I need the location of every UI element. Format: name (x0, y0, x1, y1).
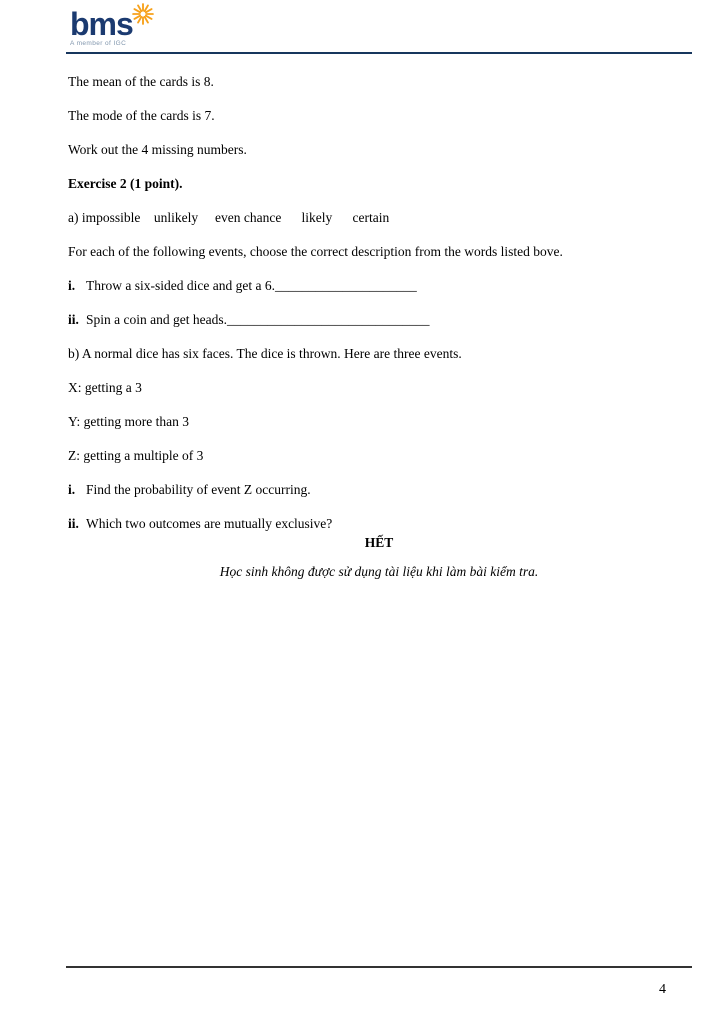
part-a-item-ii (68, 312, 690, 327)
item-text: Which two outcomes are mutually exclusive? (86, 516, 333, 531)
bms-logo (70, 6, 133, 47)
document-body (0, 54, 724, 579)
item-marker: ii. (68, 516, 79, 531)
item-marker: i. (68, 278, 76, 293)
logo-text: bms (70, 6, 133, 42)
instruction-line: For each of the following events, choose the correct description from the words listed bove. (68, 244, 563, 259)
part-a-item-i (68, 278, 690, 293)
sunburst-icon (132, 3, 154, 25)
work-out-statement: Work out the 4 missing numbers. (68, 142, 247, 157)
logo-tagline: A member of IGC (70, 40, 127, 47)
item-text: Find the probability of event Z occurring. (86, 482, 311, 497)
likelihood-options-line: a) impossible unlikely even chance likely certain (68, 210, 390, 225)
mode-statement: The mode of the cards is 7. (68, 108, 215, 123)
page-number: 4 (659, 982, 666, 997)
mean-statement: The mean of the cards is 8. (68, 74, 214, 89)
part-b-item-ii (68, 516, 690, 531)
item-marker: ii. (68, 312, 79, 327)
exercise-2-heading: Exercise 2 (1 point). (68, 176, 183, 191)
item-text: Spin a coin and get heads.______________________________ (86, 312, 430, 327)
item-text: Throw a six-sided dice and get a 6._____________________ (86, 278, 417, 293)
part-b-statement: b) A normal dice has six faces. The dice is thrown. Here are three events. (68, 346, 462, 361)
event-y: Y: getting more than 3 (68, 414, 189, 429)
item-marker: i. (68, 482, 76, 497)
exam-note: Học sinh không được sử dụng tài liệu khi làm bài kiểm tra. (219, 564, 539, 579)
page-header (0, 0, 724, 49)
event-x: X: getting a 3 (68, 380, 142, 395)
end-marker: HẾT (364, 535, 394, 550)
part-b-item-i (68, 482, 690, 497)
footer-divider (66, 966, 692, 968)
event-z: Z: getting a multiple of 3 (68, 448, 204, 463)
